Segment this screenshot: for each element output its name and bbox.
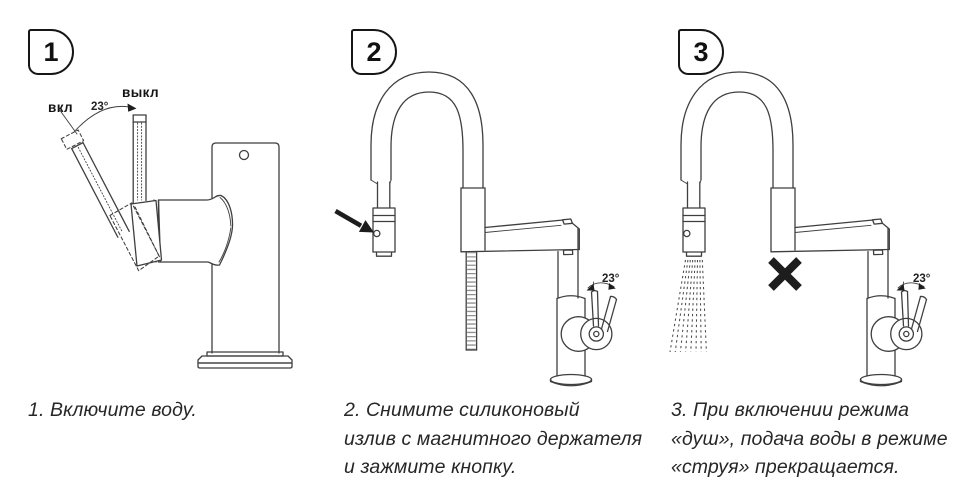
- angle-label-1: 23°: [91, 101, 109, 113]
- angle-arrowhead-icon: [918, 283, 925, 290]
- angle-arrowhead-icon: [128, 104, 137, 112]
- spray-button: [684, 230, 690, 236]
- spout-arm: [461, 219, 579, 255]
- shower-spray: [670, 260, 706, 352]
- mount-hole: [240, 151, 249, 160]
- step-1-number: 1: [43, 36, 59, 67]
- pointer-arrow-icon: [336, 211, 375, 233]
- spray-head: [683, 182, 705, 256]
- angle-label-2: 23°: [602, 273, 620, 285]
- magnetic-holder-collar: [771, 188, 795, 250]
- angle-arrowhead-icon: [897, 284, 905, 291]
- angle-arrowhead-icon: [608, 283, 615, 290]
- angle-arrowhead-icon: [587, 284, 595, 291]
- handle-off-stick: [133, 115, 146, 203]
- faucet-spout-removal-diagram: [330, 63, 662, 395]
- step-2-caption: 2. Снимите силиконовый излив с магнитного держателя и зажмите кнопку.: [344, 399, 643, 478]
- step-3-number: 3: [693, 36, 709, 67]
- handle-on-stick: [61, 130, 130, 239]
- angle-label-3: 23°: [913, 273, 931, 285]
- gooseneck-hose-arc: [681, 72, 793, 188]
- magnetic-holder-collar: [461, 188, 485, 250]
- faucet-column: [551, 229, 592, 386]
- faucet-shower-mode-diagram: [640, 63, 976, 395]
- step-1-caption: 1. Включите воду.: [28, 399, 197, 421]
- faucet-column: [861, 229, 902, 386]
- step-2-number: 2: [366, 36, 382, 67]
- spout-arm: [771, 219, 889, 255]
- angle-annotation: [587, 282, 616, 291]
- spray-button: [374, 230, 380, 236]
- gooseneck-hose-arc: [371, 72, 483, 188]
- cross-icon: [771, 260, 799, 288]
- handle-mount: [109, 201, 162, 273]
- faucet-handle-diagram: [10, 76, 310, 388]
- angle-annotation: [897, 282, 926, 291]
- pullout-hose: [466, 252, 476, 350]
- lever-handle: [561, 291, 616, 352]
- handle-off-label: выкл: [122, 85, 159, 100]
- lever-handle: [871, 291, 926, 352]
- handle-on-label: вкл: [48, 100, 73, 115]
- step-3-caption: 3. При включении режима «душ», подача воды в режиме «струя» прекращается.: [671, 399, 948, 478]
- faucet-spout: [154, 195, 233, 265]
- step-1-badge: [28, 29, 74, 75]
- angle-annotation: [59, 104, 137, 135]
- spray-head: [373, 182, 395, 256]
